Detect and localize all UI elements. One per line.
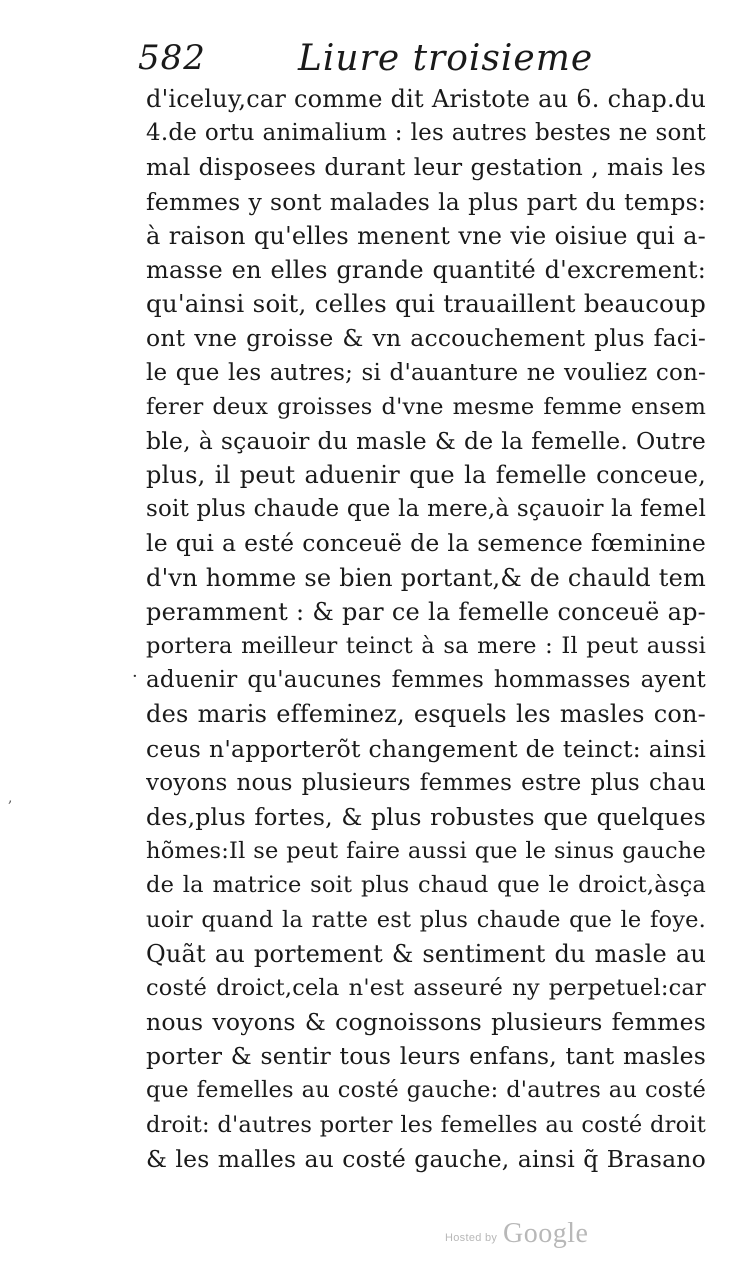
text-line: qu'ainsi soit, celles qui trauaillent beaucoup	[146, 289, 706, 319]
text-line: 4.de ortu animalium : les autres bestes ne sont	[146, 120, 706, 147]
text-line: aduenir qu'aucunes femmes hommasses ayent	[146, 667, 706, 694]
text-line: mal disposees durant leur gestation , mais les	[146, 153, 706, 182]
text-line: costé droict,cela n'est asseuré ny perpetuel:car	[146, 974, 706, 1001]
text-line: Quãt au portement & sentiment du masle au	[146, 939, 706, 968]
text-line: soit plus chaude que la mere,à sçauoir la femel	[146, 496, 706, 523]
text-line: ont vne groisse & vn accouchement plus faci-	[146, 324, 706, 353]
text-line: voyons nous plusieurs femmes estre plus chau	[146, 769, 706, 796]
text-line: ferer deux groisses d'vne mesme femme ensem	[146, 393, 706, 420]
watermark-google-logo: Google	[503, 1218, 589, 1249]
text-line: d'vn homme se bien portant,& de chauld tem	[146, 563, 706, 592]
text-line: le qui a esté conceuë de la semence fœminine	[146, 529, 706, 558]
margin-dot: ·	[132, 666, 138, 687]
text-line: ceus n'apporterõt changement de teinct: ainsi	[146, 734, 706, 763]
text-line: de la matrice soit plus chaud que le droict,àsça	[146, 872, 706, 899]
text-line: portera meilleur teinct à sa mere : Il peut aussi	[146, 633, 706, 659]
text-line: que femelles au costé gauche: d'autres au costé	[146, 1077, 706, 1104]
text-line: & les malles au costé gauche, ainsi q̃ Brasano	[146, 1144, 706, 1173]
text-line: nous voyons & cognoissons plusieurs femmes	[146, 1008, 706, 1037]
text-line: des maris effeminez, esquels les masles con-	[146, 700, 706, 729]
text-line: des,plus fortes, & plus robustes que quelques	[146, 802, 706, 831]
text-line: masse en elles grande quantité d'excrement:	[146, 255, 706, 284]
scan-watermark	[445, 1218, 605, 1258]
text-line: uoir quand la ratte est plus chaude que le foye.	[146, 906, 706, 933]
text-line: femmes y sont malades la plus part du temps:	[146, 187, 706, 216]
text-line: ble, à sçauoir du masle & de la femelle. Outre	[146, 426, 706, 455]
watermark-hosted-by: Hosted by	[445, 1232, 498, 1244]
text-line: plus, il peut aduenir que la femelle conceue,	[146, 461, 706, 490]
page-number: 582	[138, 38, 206, 78]
running-title: Liure troisieme	[298, 38, 594, 79]
text-line: porter & sentir tous leurs enfans, tant masles	[146, 1042, 706, 1071]
text-line: hõmes:Il se peut faire aussi que le sinus gauche	[146, 838, 706, 865]
text-line: à raison qu'elles menent vne vie oisiue qui a-	[146, 221, 706, 250]
text-line: peramment : & par ce la femelle conceuë ap-	[146, 597, 706, 626]
text-line: droit: d'autres porter les femelles au costé droit	[146, 1111, 706, 1138]
text-line: le que les autres; si d'auanture ne vouliez con-	[146, 359, 706, 386]
paper-speck: ,	[8, 790, 13, 806]
page-header	[138, 38, 608, 84]
body-text	[146, 82, 706, 1176]
text-line: d'iceluy,car comme dit Aristote au 6. chap.du	[146, 85, 706, 113]
